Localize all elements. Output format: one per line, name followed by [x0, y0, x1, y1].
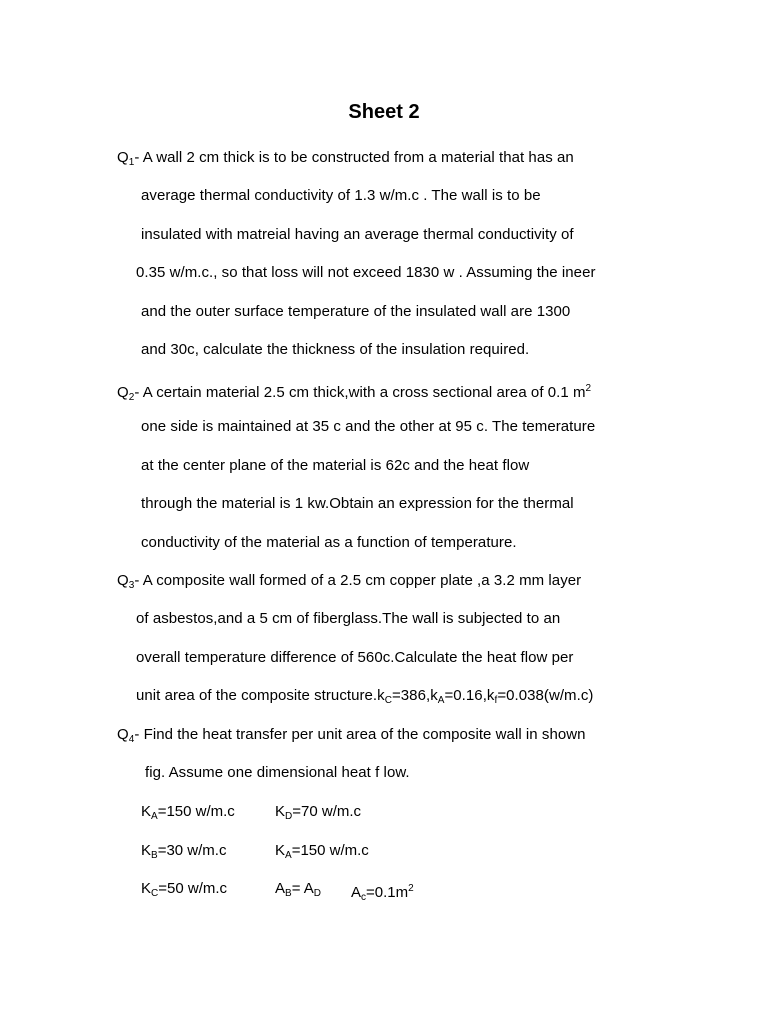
q3-text-4: unit area of the composite structure.k	[136, 687, 385, 704]
q2-line-4: through the material is 1 kw.Obtain an expression for the thermal	[141, 495, 574, 512]
param-ab-symbol: A	[275, 880, 286, 897]
q4-line-2: fig. Assume one dimensional heat f low.	[145, 764, 410, 781]
kf-value: =0.038(w/m.c)	[497, 687, 594, 704]
q2-text-1: - A certain material 2.5 cm thick,with a cross sectional area of 0.1 m	[134, 384, 586, 401]
q4-label: Q	[117, 726, 129, 743]
param-ka-2-value: =150 w/m.c	[291, 842, 369, 859]
param-kc-value: =50 w/m.c	[158, 880, 228, 897]
param-ka-1-sub: A	[151, 811, 158, 822]
q2-superscript: 2	[585, 383, 592, 394]
param-kb	[141, 841, 226, 866]
q1-line-3: insulated with matreial having an average thermal conductivity of	[141, 226, 574, 243]
kf-sub: f	[494, 695, 498, 706]
q3-number: 3	[128, 580, 135, 591]
q2-line-2: one side is maintained at 35 c and the other at 95 c. The temerature	[141, 418, 596, 435]
q1-line-6: and 30c, calculate the thickness of the insulation required.	[141, 341, 530, 358]
param-ad-sub: D	[313, 888, 322, 899]
param-kd-sub: D	[285, 811, 293, 822]
q3-label: Q	[117, 572, 129, 589]
param-ab-eq: = A	[291, 880, 314, 897]
q2-label: Q	[117, 384, 129, 401]
param-kc	[141, 879, 227, 904]
param-ac-sub: c	[361, 892, 367, 903]
q3-line-1	[117, 571, 581, 596]
param-ac-symbol: A	[351, 884, 362, 901]
param-kd-symbol: K	[275, 803, 286, 820]
param-ka-1-symbol: K	[141, 803, 152, 820]
param-ka-1-value: =150 w/m.c	[157, 803, 235, 820]
q3-line-2: of asbestos,and a 5 cm of fiberglass.The wall is subjected to an	[136, 610, 561, 627]
param-kc-symbol: K	[141, 880, 152, 897]
q3-line-4	[136, 686, 593, 711]
page-title: Sheet 2	[348, 101, 420, 123]
q2-number: 2	[128, 392, 135, 403]
param-ka-2-sub: A	[285, 850, 292, 861]
ka-value: =0.16,k	[444, 687, 495, 704]
param-kd	[275, 802, 361, 827]
param-ka-2-symbol: K	[275, 842, 286, 859]
param-ab-sub: B	[285, 888, 292, 899]
kc-sub: C	[384, 695, 392, 706]
ka-sub: A	[437, 695, 445, 706]
q3-line-3: overall temperature difference of 560c.Calculate the heat flow per	[136, 649, 574, 666]
param-ka-1	[141, 802, 235, 827]
q1-line-2: average thermal conductivity of 1.3 w/m.c . The wall is to be	[141, 187, 541, 204]
param-ka-2	[275, 841, 369, 866]
q2-line-3: at the center plane of the material is 62c and the heat flow	[141, 457, 530, 474]
q1-label: Q	[117, 149, 129, 166]
q1-number: 1	[128, 157, 135, 168]
param-kc-sub: C	[151, 888, 159, 899]
param-kd-value: =70 w/m.c	[292, 803, 362, 820]
q1-text-1: - A wall 2 cm thick is to be constructed from a material that has an	[134, 149, 574, 166]
q1-line-4: 0.35 w/m.c., so that loss will not exceed 1830 w . Assuming the ineer	[136, 264, 596, 281]
param-kb-symbol: K	[141, 842, 152, 859]
param-kb-sub: B	[151, 850, 158, 861]
kc-value: =386,k	[391, 687, 438, 704]
q3-text-1: - A composite wall formed of a 2.5 cm copper plate ,a 3.2 mm layer	[134, 572, 582, 589]
param-ab-ad	[275, 879, 321, 904]
q1-line-5: and the outer surface temperature of the insulated wall are 1300	[141, 303, 571, 320]
param-ac	[351, 879, 414, 908]
param-ac-sup: 2	[408, 883, 414, 894]
q4-line-1	[117, 725, 586, 750]
q4-text-1: - Find the heat transfer per unit area of the composite wall in shown	[134, 726, 586, 743]
q2-line-5: conductivity of the material as a function of temperature.	[141, 534, 517, 551]
q4-number: 4	[128, 734, 135, 745]
q1-line-1	[117, 148, 574, 173]
param-kb-value: =30 w/m.c	[157, 842, 227, 859]
q2-line-1	[117, 379, 591, 408]
param-ac-value: =0.1m	[366, 884, 409, 901]
